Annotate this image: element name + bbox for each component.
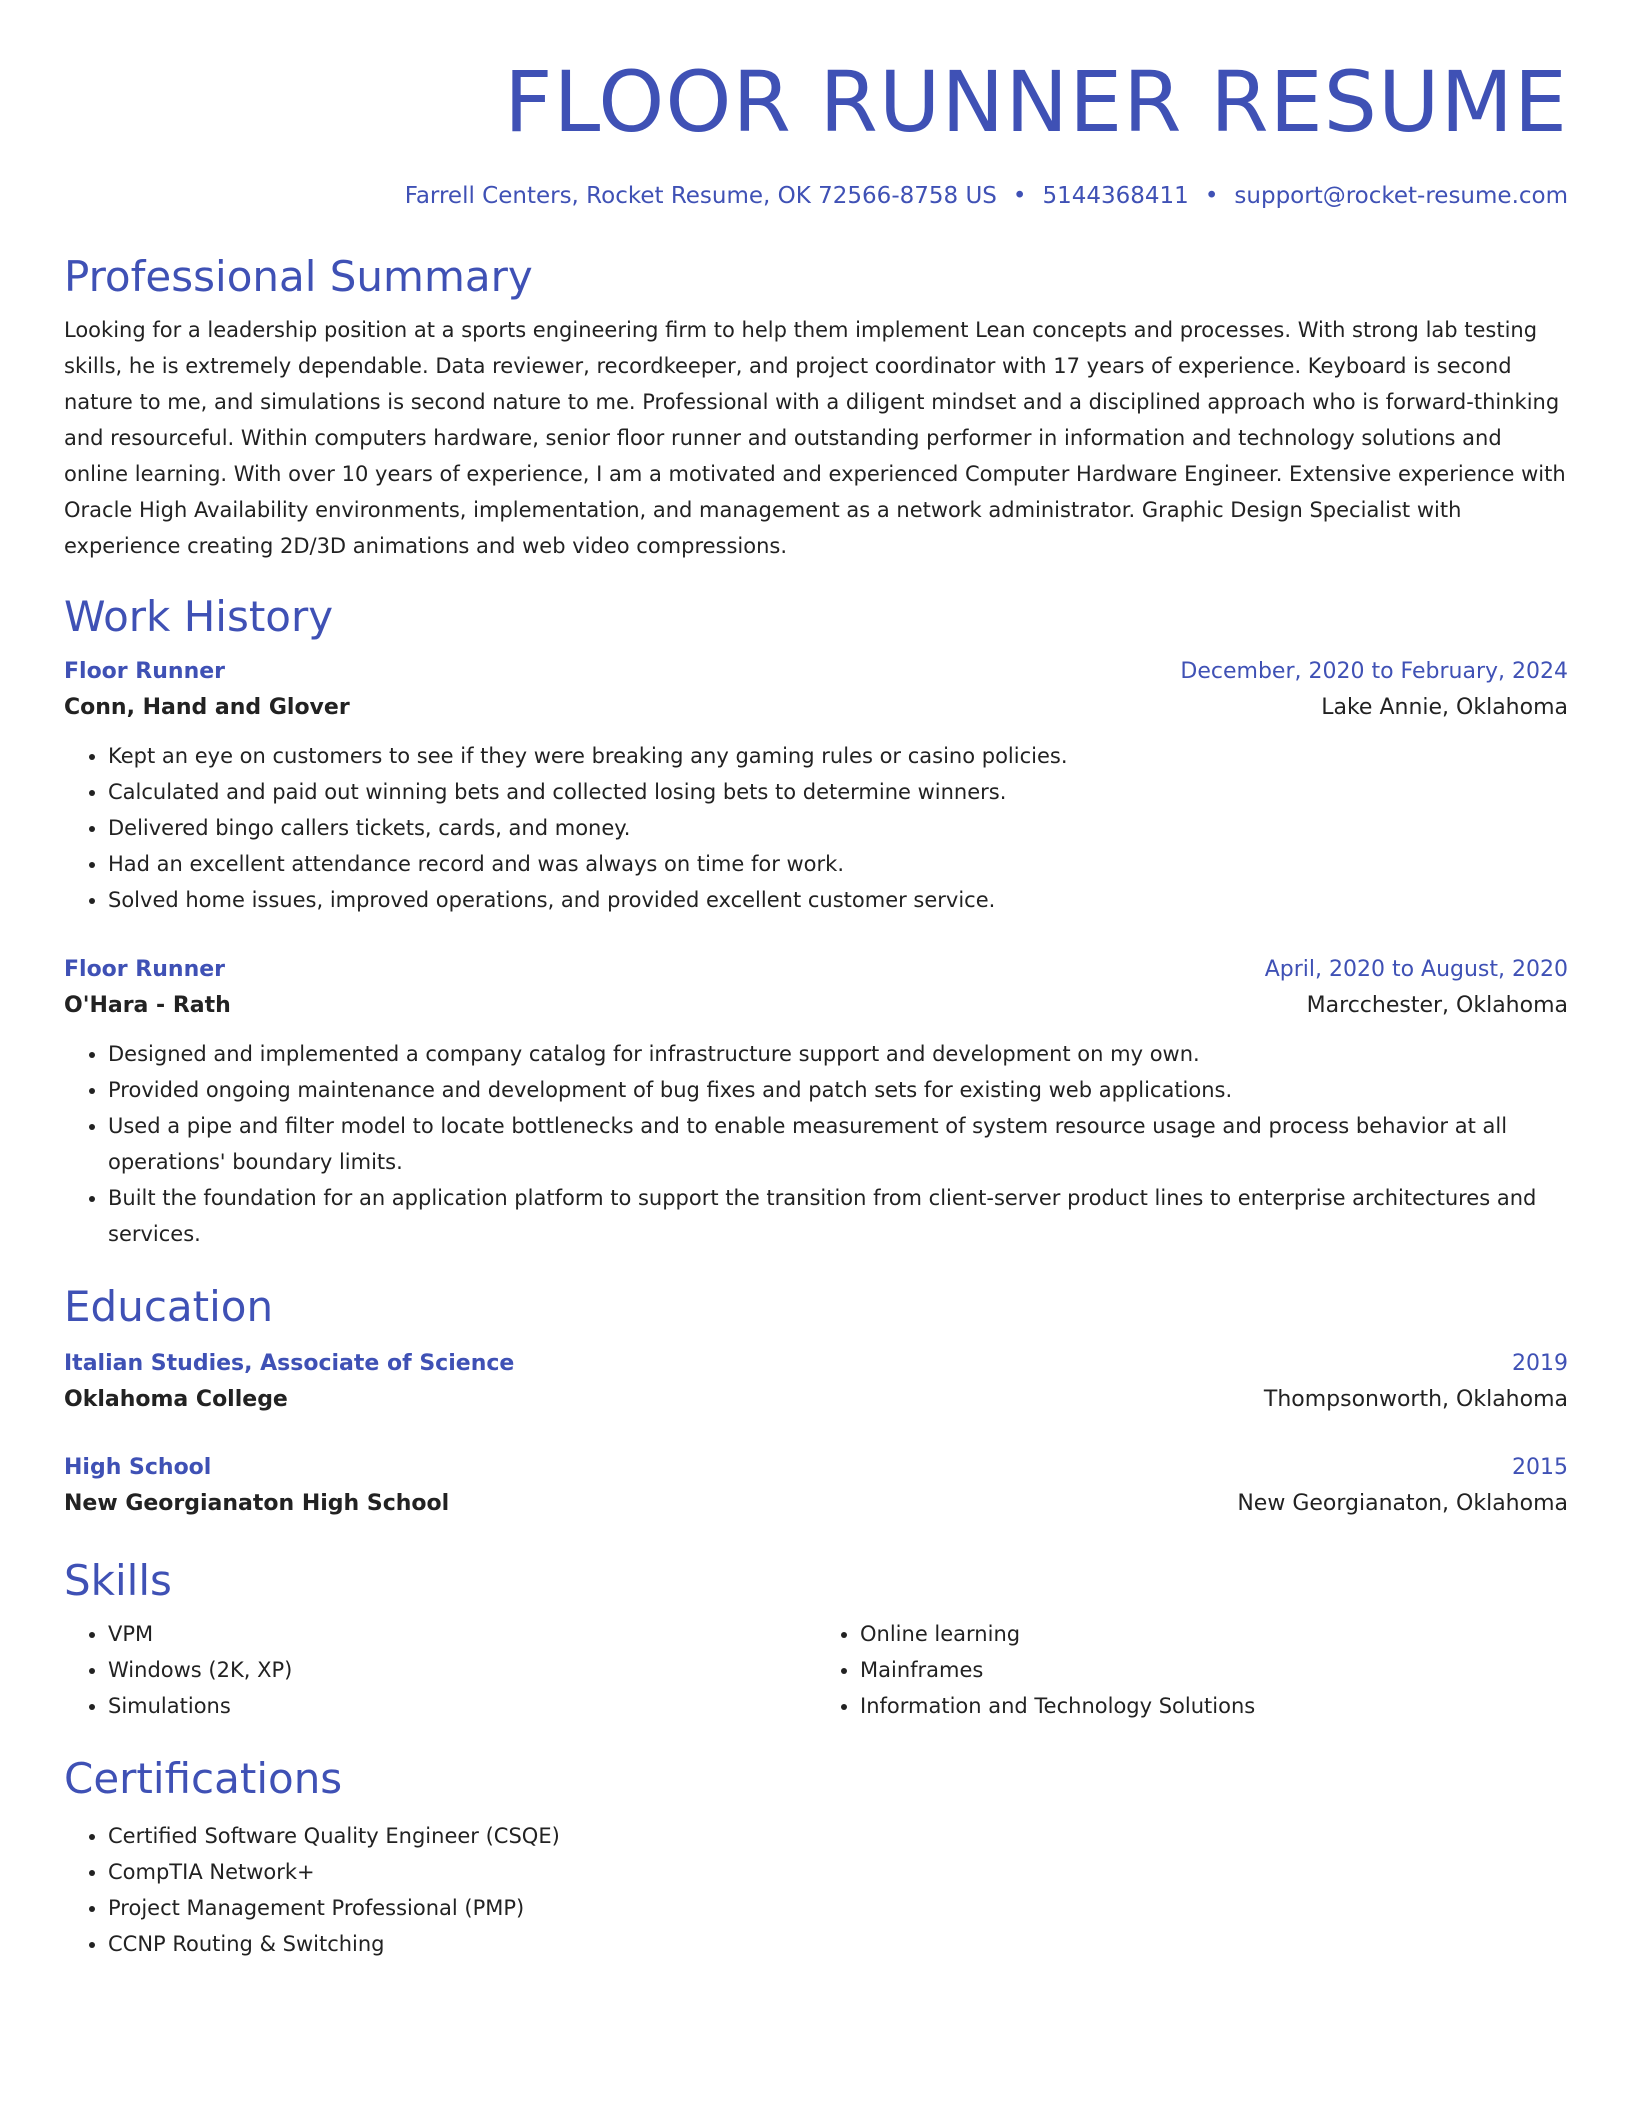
- job-duties-list: [64, 738, 1568, 918]
- job-duties-list: [64, 1036, 1568, 1252]
- job-duty: • Provided ongoing maintenance and development of bug fixes and patch sets for existing web applications.: [108, 1072, 1568, 1108]
- degree-title: Italian Studies, Associate of Science: [64, 1351, 515, 1376]
- certification-item: • Project Management Professional (PMP): [108, 1890, 1568, 1926]
- education-heading: Education: [64, 1282, 274, 1331]
- skill-item: • Windows (2K, XP): [108, 1652, 816, 1688]
- summary-section: [64, 250, 1568, 564]
- work-history-heading: Work History: [64, 592, 334, 641]
- skills-list-right: [816, 1616, 1568, 1724]
- summary-text: Looking for a leadership position at a sports engineering firm to help them implement Lean concepts and processes. With strong lab testing skills, he is extremely dependable. Data reviewer, recordkeeper, and project coordinator with 17 years of experience. Keyboard is second nature to me, and simulations is second nature to me. Professional with a diligent mindset and a disciplined approach who is forward-thinking and resourceful. Within computers hardware, senior floor runner and outstanding performer in information and technology solutions and online learning. With over 10 years of experience, I am a motivated and experienced Computer Hardware Engineer. Extensive experience with Oracle High Availability environments, implementation, and management as a network administrator. Graphic Design Specialist with experience creating 2D/3D animations and web video compressions.: [64, 318, 1566, 558]
- skills-list-left: [64, 1616, 816, 1724]
- skill-item: • Simulations: [108, 1688, 816, 1724]
- school-name: New Georgianaton High School: [64, 1491, 450, 1516]
- graduation-year: 2019: [1512, 1351, 1568, 1376]
- education-section: [64, 1280, 1568, 1522]
- graduation-year: 2015: [1512, 1455, 1568, 1480]
- job-duty: • Calculated and paid out winning bets and collected losing bets to determine winners.: [108, 774, 1568, 810]
- job-title: Floor Runner: [64, 957, 226, 982]
- job-company: Conn, Hand and Glover: [64, 695, 350, 720]
- skills-heading: Skills: [64, 1556, 172, 1605]
- job-title: Floor Runner: [64, 659, 226, 684]
- job-company: O'Hara - Rath: [64, 993, 231, 1018]
- job-duty: • Built the foundation for an application platform to support the transition from client-server product lines to enterprise architectures and services.: [108, 1180, 1568, 1252]
- job-duty: • Kept an eye on customers to see if they were breaking any gaming rules or casino policies.: [108, 738, 1568, 774]
- certifications-heading: Certifications: [64, 1754, 343, 1803]
- contact-line: [64, 180, 1568, 212]
- job-entry: [64, 952, 1568, 1252]
- resume-title: FLOOR RUNNER RESUME: [504, 53, 1568, 151]
- summary-heading: Professional Summary: [64, 252, 533, 301]
- certifications-list: [64, 1818, 1568, 1962]
- job-entry: [64, 654, 1568, 918]
- contact-email: support@rocket-resume.com: [1234, 183, 1568, 209]
- school-name: Oklahoma College: [64, 1387, 288, 1412]
- skill-item: • VPM: [108, 1616, 816, 1652]
- certification-item: • CompTIA Network+: [108, 1854, 1568, 1890]
- job-location: Marcchester, Oklahoma: [1306, 993, 1568, 1018]
- certification-item: • Certified Software Quality Engineer (CSQE): [108, 1818, 1568, 1854]
- job-duty: • Used a pipe and filter model to locate bottlenecks and to enable measurement of system resource usage and process behavior at all operations' boundary limits.: [108, 1108, 1568, 1180]
- contact-address: Farrell Centers, Rocket Resume, OK 72566-8758 US: [404, 183, 997, 209]
- job-location: Lake Annie, Oklahoma: [1321, 695, 1568, 720]
- skills-section: [64, 1554, 1568, 1724]
- job-dates: April, 2020 to August, 2020: [1264, 957, 1568, 982]
- education-entry: [64, 1450, 1568, 1522]
- skill-item: • Online learning: [860, 1616, 1568, 1652]
- skill-item: • Mainframes: [860, 1652, 1568, 1688]
- education-entry: [64, 1346, 1568, 1418]
- job-duty: • Solved home issues, improved operations, and provided excellent customer service.: [108, 882, 1568, 918]
- job-duty: • Had an excellent attendance record and was always on time for work.: [108, 846, 1568, 882]
- degree-title: High School: [64, 1455, 212, 1480]
- job-duty: • Delivered bingo callers tickets, cards, and money.: [108, 810, 1568, 846]
- certifications-section: [64, 1752, 1568, 1962]
- skills-grid: [64, 1616, 1568, 1724]
- skill-item: • Information and Technology Solutions: [860, 1688, 1568, 1724]
- job-duty: • Designed and implemented a company catalog for infrastructure support and development on my own.: [108, 1036, 1568, 1072]
- certification-item: • CCNP Routing & Switching: [108, 1926, 1568, 1962]
- contact-phone: 5144368411: [1042, 183, 1189, 209]
- school-location: Thompsonworth, Oklahoma: [1263, 1387, 1568, 1412]
- contact-separator: •: [1204, 183, 1219, 209]
- school-location: New Georgianaton, Oklahoma: [1237, 1491, 1568, 1516]
- contact-separator: •: [1012, 183, 1027, 209]
- work-history-section: [64, 590, 1568, 1252]
- job-dates: December, 2020 to February, 2024: [1180, 659, 1568, 684]
